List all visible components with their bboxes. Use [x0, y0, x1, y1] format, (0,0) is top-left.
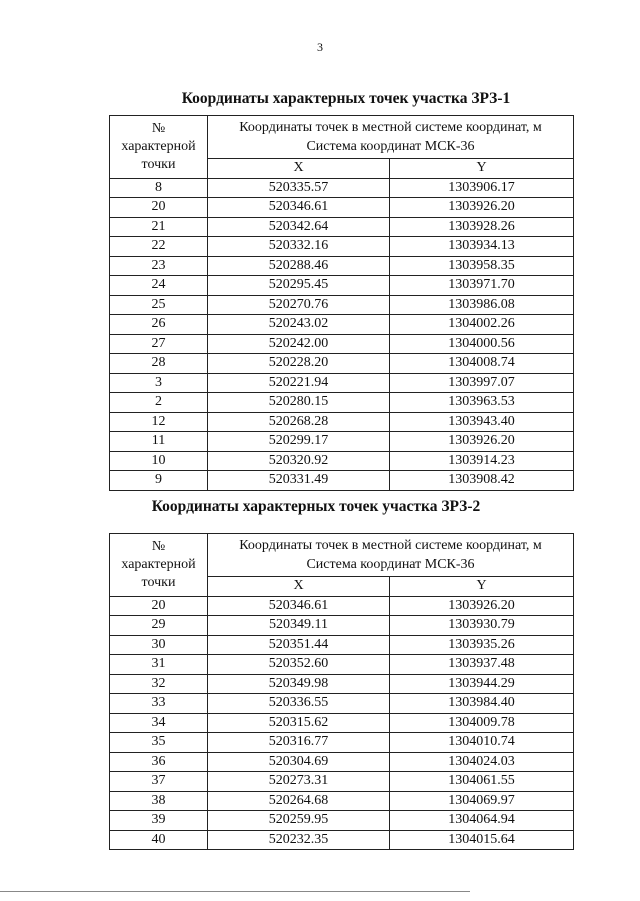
point-number-cell: 30	[110, 635, 208, 655]
y-coordinate-cell: 1303984.40	[390, 694, 574, 714]
x-coordinate-cell: 520232.35	[208, 830, 390, 850]
y-coordinate-cell: 1303906.17	[390, 178, 574, 198]
y-coordinate-cell: 1304010.74	[390, 733, 574, 753]
point-number-cell: 38	[110, 791, 208, 811]
table-row	[110, 791, 574, 811]
x-coordinate-cell: 520268.28	[208, 412, 390, 432]
x-coordinate-cell: 520304.69	[208, 752, 390, 772]
x-coordinate-cell: 520270.76	[208, 295, 390, 315]
table-title-zrz-2: Координаты характерных точек участка ЗРЗ-2	[151, 498, 481, 515]
point-number-cell: 36	[110, 752, 208, 772]
y-coordinate-cell: 1303914.23	[390, 451, 574, 471]
x-coordinate-cell: 520332.16	[208, 237, 390, 257]
x-coordinate-cell: 520335.57	[208, 178, 390, 198]
coordinates-table-zrz-2	[109, 533, 574, 850]
point-number-cell: 20	[110, 198, 208, 218]
table-row	[110, 256, 574, 276]
table-row	[110, 733, 574, 753]
x-coordinate-cell: 520349.98	[208, 674, 390, 694]
y-coordinate-cell: 1303928.26	[390, 217, 574, 237]
table-row	[110, 315, 574, 335]
x-coordinate-cell: 520346.61	[208, 596, 390, 616]
coordinates-header: Координаты точек в местной системе координат, м Система координат МСК-36	[208, 534, 574, 577]
point-number-cell: 8	[110, 178, 208, 198]
y-coordinate-cell: 1303986.08	[390, 295, 574, 315]
x-coordinate-cell: 520264.68	[208, 791, 390, 811]
y-coordinate-cell: 1303934.13	[390, 237, 574, 257]
table-row	[110, 674, 574, 694]
point-number-cell: 32	[110, 674, 208, 694]
point-number-cell: 10	[110, 451, 208, 471]
point-number-cell: 40	[110, 830, 208, 850]
x-coordinate-cell: 520280.15	[208, 393, 390, 413]
y-coordinate-cell: 1304009.78	[390, 713, 574, 733]
point-number-header: № характерной точки	[110, 534, 208, 597]
y-coordinate-cell: 1304024.03	[390, 752, 574, 772]
point-number-cell: 12	[110, 412, 208, 432]
table-row	[110, 713, 574, 733]
table-row	[110, 373, 574, 393]
x-column-header: X	[208, 577, 390, 597]
table-row	[110, 694, 574, 714]
y-coordinate-cell: 1304069.97	[390, 791, 574, 811]
point-number-cell: 24	[110, 276, 208, 296]
table-row	[110, 635, 574, 655]
table-row	[110, 237, 574, 257]
y-coordinate-cell: 1303937.48	[390, 655, 574, 675]
y-coordinate-cell: 1304064.94	[390, 811, 574, 831]
y-coordinate-cell: 1303963.53	[390, 393, 574, 413]
footer-divider	[0, 891, 470, 892]
coordinates-table-zrz-1	[109, 115, 574, 491]
table-row	[110, 178, 574, 198]
table-body	[110, 596, 574, 850]
point-number-cell: 25	[110, 295, 208, 315]
table-row	[110, 752, 574, 772]
x-coordinate-cell: 520243.02	[208, 315, 390, 335]
y-coordinate-cell: 1304000.56	[390, 334, 574, 354]
table-row	[110, 451, 574, 471]
x-coordinate-cell: 520273.31	[208, 772, 390, 792]
x-coordinate-cell: 520316.77	[208, 733, 390, 753]
x-coordinate-cell: 520351.44	[208, 635, 390, 655]
y-coordinate-cell: 1304002.26	[390, 315, 574, 335]
x-coordinate-cell: 520346.61	[208, 198, 390, 218]
table-row	[110, 471, 574, 491]
x-coordinate-cell: 520331.49	[208, 471, 390, 491]
table-row	[110, 432, 574, 452]
point-number-cell: 33	[110, 694, 208, 714]
point-number-cell: 2	[110, 393, 208, 413]
table-body	[110, 178, 574, 490]
x-coordinate-cell: 520352.60	[208, 655, 390, 675]
x-column-header: X	[208, 159, 390, 179]
y-coordinate-cell: 1304061.55	[390, 772, 574, 792]
y-coordinate-cell: 1303935.26	[390, 635, 574, 655]
y-coordinate-cell: 1303943.40	[390, 412, 574, 432]
x-coordinate-cell: 520288.46	[208, 256, 390, 276]
point-number-cell: 3	[110, 373, 208, 393]
table-row	[110, 655, 574, 675]
table-title-zrz-1: Координаты характерных точек участка ЗРЗ-1	[181, 90, 511, 107]
y-coordinate-cell: 1303926.20	[390, 432, 574, 452]
table-row	[110, 811, 574, 831]
x-coordinate-cell: 520320.92	[208, 451, 390, 471]
point-number-cell: 11	[110, 432, 208, 452]
y-coordinate-cell: 1303971.70	[390, 276, 574, 296]
point-number-cell: 35	[110, 733, 208, 753]
table-row	[110, 217, 574, 237]
y-coordinate-cell: 1303926.20	[390, 596, 574, 616]
y-coordinate-cell: 1303908.42	[390, 471, 574, 491]
point-number-cell: 22	[110, 237, 208, 257]
y-coordinate-cell: 1303944.29	[390, 674, 574, 694]
x-coordinate-cell: 520228.20	[208, 354, 390, 374]
coordinates-header: Координаты точек в местной системе координат, м Система координат МСК-36	[208, 116, 574, 159]
table-row	[110, 616, 574, 636]
point-number-cell: 20	[110, 596, 208, 616]
table-row	[110, 412, 574, 432]
point-number-cell: 21	[110, 217, 208, 237]
x-coordinate-cell: 520295.45	[208, 276, 390, 296]
point-number-cell: 39	[110, 811, 208, 831]
table-row	[110, 276, 574, 296]
x-coordinate-cell: 520242.00	[208, 334, 390, 354]
table-row	[110, 596, 574, 616]
x-coordinate-cell: 520221.94	[208, 373, 390, 393]
page-number: 3	[317, 40, 323, 54]
x-coordinate-cell: 520299.17	[208, 432, 390, 452]
point-number-cell: 28	[110, 354, 208, 374]
y-column-header: Y	[390, 159, 574, 179]
point-number-cell: 34	[110, 713, 208, 733]
y-coordinate-cell: 1303930.79	[390, 616, 574, 636]
x-coordinate-cell: 520349.11	[208, 616, 390, 636]
y-coordinate-cell: 1303997.07	[390, 373, 574, 393]
y-coordinate-cell: 1303926.20	[390, 198, 574, 218]
y-column-header: Y	[390, 577, 574, 597]
y-coordinate-cell: 1304015.64	[390, 830, 574, 850]
table-row	[110, 772, 574, 792]
x-coordinate-cell: 520259.95	[208, 811, 390, 831]
point-number-cell: 29	[110, 616, 208, 636]
point-number-cell: 9	[110, 471, 208, 491]
point-number-cell: 31	[110, 655, 208, 675]
x-coordinate-cell: 520336.55	[208, 694, 390, 714]
table-row	[110, 830, 574, 850]
table-row	[110, 295, 574, 315]
table-row	[110, 334, 574, 354]
point-number-header: № характерной точки	[110, 116, 208, 179]
table-row	[110, 393, 574, 413]
y-coordinate-cell: 1303958.35	[390, 256, 574, 276]
point-number-cell: 37	[110, 772, 208, 792]
point-number-cell: 26	[110, 315, 208, 335]
table-row	[110, 198, 574, 218]
y-coordinate-cell: 1304008.74	[390, 354, 574, 374]
x-coordinate-cell: 520342.64	[208, 217, 390, 237]
point-number-cell: 27	[110, 334, 208, 354]
point-number-cell: 23	[110, 256, 208, 276]
table-row	[110, 354, 574, 374]
x-coordinate-cell: 520315.62	[208, 713, 390, 733]
